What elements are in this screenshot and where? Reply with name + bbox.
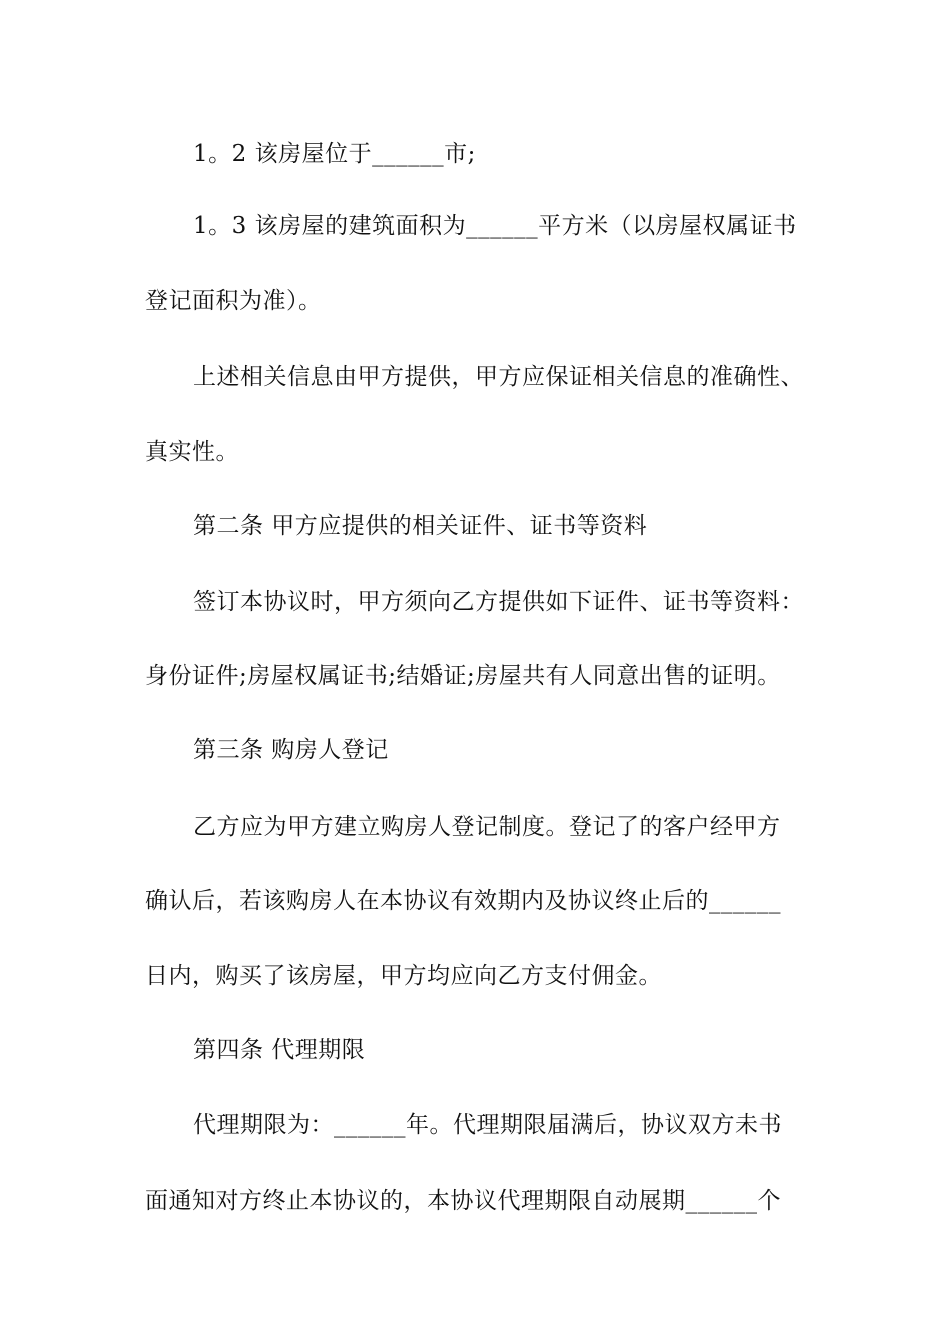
article-2-body-continued: 身份证件;房屋权属证书;结婚证;房屋共有人同意出售的证明。 xyxy=(145,663,781,689)
info-statement-continued: 真实性。 xyxy=(145,439,239,465)
info-statement: 上述相关信息由甲方提供，甲方应保证相关信息的准确性、 xyxy=(193,364,804,390)
article-4-heading: 第四条 代理期限 xyxy=(193,1037,366,1063)
article-4-body: 代理期限为：______年。代理期限届满后，协议双方未书 xyxy=(193,1112,782,1138)
clause-1-3: 1。3 该房屋的建筑面积为______平方米（以房屋权属证书 xyxy=(193,213,797,239)
clause-1-3-continued: 登记面积为准）。 xyxy=(145,288,322,314)
article-4-body-continued: 面通知对方终止本协议的，本协议代理期限自动展期______个 xyxy=(145,1188,781,1214)
clause-1-2: 1。2 该房屋位于______市; xyxy=(193,141,476,167)
article-2-body: 签订本协议时，甲方须向乙方提供如下证件、证书等资料： xyxy=(193,589,804,615)
article-3-body: 乙方应为甲方建立购房人登记制度。登记了的客户经甲方 xyxy=(193,814,781,840)
article-3-body-line-3: 日内，购买了该房屋，甲方均应向乙方支付佣金。 xyxy=(145,963,662,989)
article-2-heading: 第二条 甲方应提供的相关证件、证书等资料 xyxy=(193,513,648,539)
article-3-body-line-2: 确认后，若该购房人在本协议有效期内及协议终止后的______ xyxy=(145,888,781,914)
article-3-heading: 第三条 购房人登记 xyxy=(193,737,389,763)
